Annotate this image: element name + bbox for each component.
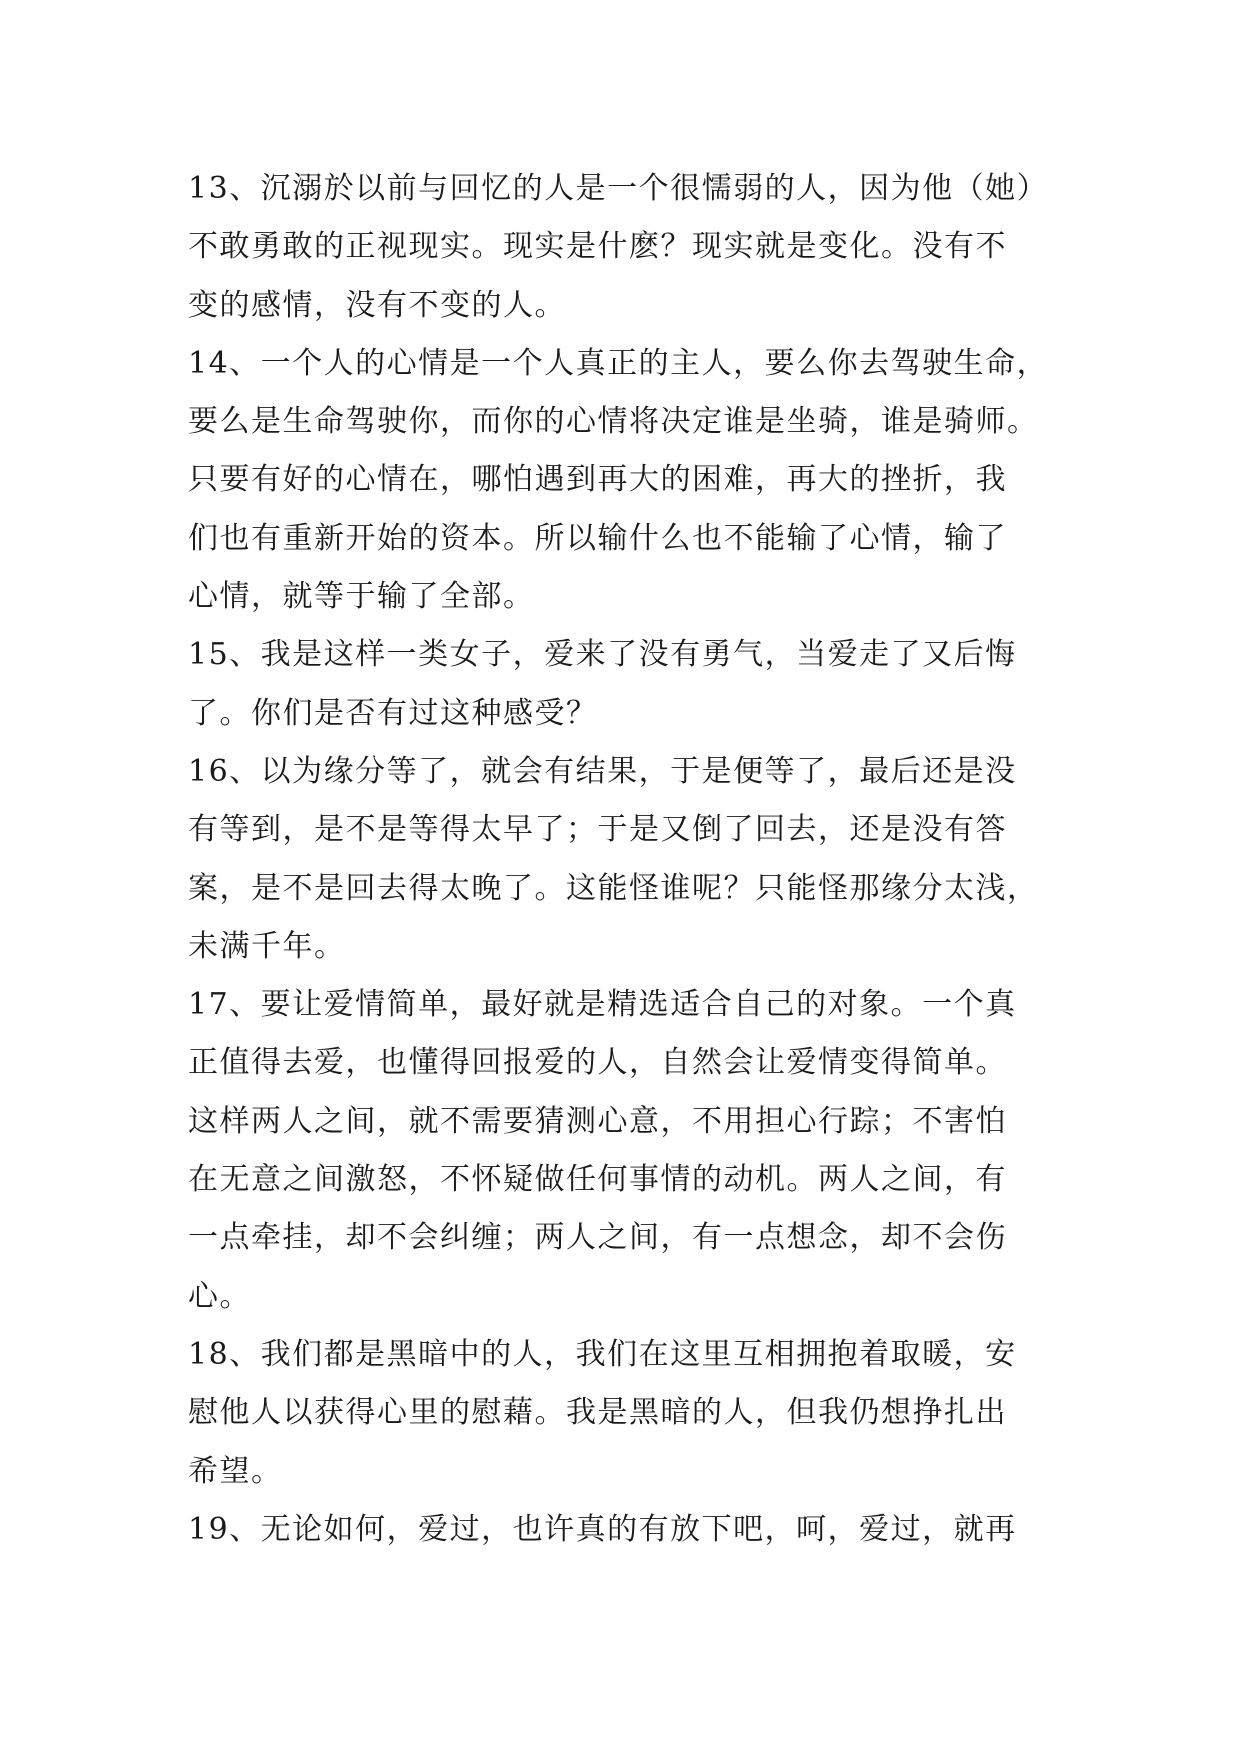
text-line: 希望。 <box>188 1453 283 1489</box>
text-line: 变的感情，没有不变的人。 <box>188 287 566 323</box>
text-line: 心。 <box>188 1278 251 1314</box>
text-line: 们也有重新开始的资本。所以输什么也不能输了心情，输了 <box>188 520 1007 556</box>
text-line: 一点牵挂，却不会纠缠；两人之间，有一点想念，却不会伤 <box>188 1220 1007 1256</box>
text-line: 在无意之间激怒，不怀疑做任何事情的动机。两人之间，有 <box>188 1162 1007 1198</box>
text-line: 案，是不是回去得太晚了。这能怪谁呢？只能怪那缘分太浅， <box>188 870 1039 906</box>
text-line: 要么是生命驾驶你，而你的心情将决定谁是坐骑，谁是骑师。 <box>188 404 1039 440</box>
text-line: 14、一个人的心情是一个人真正的主人，要么你去驾驶生命， <box>188 345 1049 381</box>
text-line: 不敢勇敢的正视现实。现实是什麽？现实就是变化。没有不 <box>188 229 1007 265</box>
text-line: 慰他人以获得心里的慰藉。我是黑暗的人，但我仍想挣扎出 <box>188 1395 1007 1431</box>
text-line: 18、我们都是黑暗中的人，我们在这里互相拥抱着取暖，安 <box>188 1336 1017 1372</box>
text-line: 只要有好的心情在，哪怕遇到再大的困难，再大的挫折，我 <box>188 462 1007 498</box>
text-line: 这样两人之间，就不需要猜测心意，不用担心行踪；不害怕 <box>188 1103 1007 1139</box>
text-line: 未满千年。 <box>188 928 346 964</box>
text-line: 19、无论如何，爱过，也许真的有放下吧，呵，爱过，就再 <box>188 1511 1017 1547</box>
text-line: 17、要让爱情简单，最好就是精选适合自己的对象。一个真 <box>188 987 1017 1023</box>
text-line: 13、沉溺於以前与回忆的人是一个很懦弱的人，因为他（她） <box>188 171 1049 206</box>
text-line: 有等到，是不是等得太早了；于是又倒了回去，还是没有答 <box>188 812 1007 848</box>
text-line: 正值得去爱，也懂得回报爱的人，自然会让爱情变得简单。 <box>188 1045 1007 1081</box>
text-line: 了。你们是否有过这种感受？ <box>188 695 598 731</box>
body-text <box>188 160 1068 1559</box>
text-line: 心情，就等于输了全部。 <box>188 579 535 615</box>
text-line: 16、以为缘分等了，就会有结果，于是便等了，最后还是没 <box>188 753 1017 789</box>
text-line: 15、我是这样一类女子，爱来了没有勇气，当爱走了又后悔 <box>188 637 1017 673</box>
